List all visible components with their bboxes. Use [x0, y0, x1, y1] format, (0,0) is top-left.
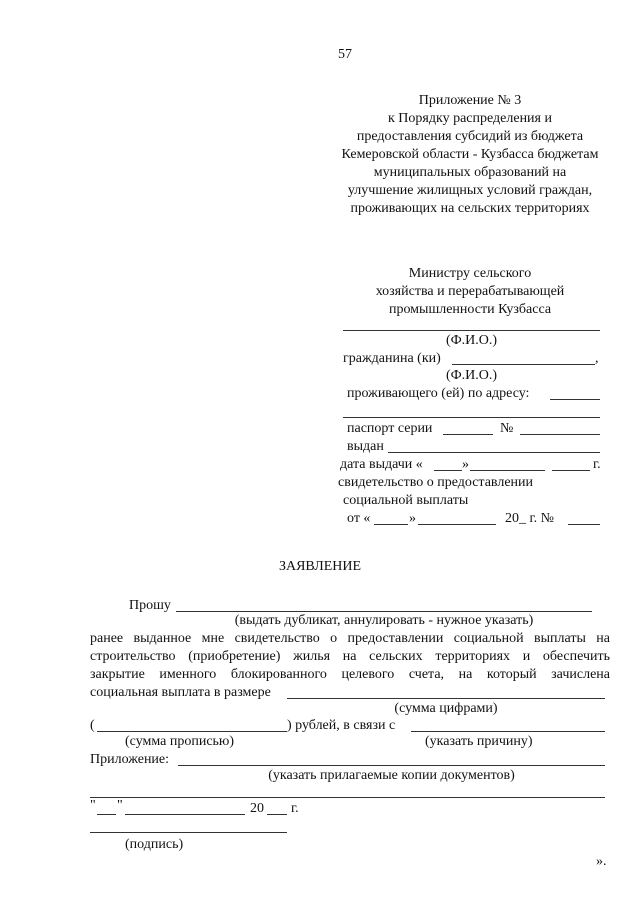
caption-digits: (сумма цифрами) — [394, 701, 498, 716]
open-paren: ( — [90, 718, 95, 733]
passport-no-label: № — [500, 421, 514, 436]
signature-line — [90, 832, 287, 833]
fio-caption-2: (Ф.И.О.) — [445, 368, 498, 383]
attachment-line — [178, 765, 605, 766]
issued-label: выдан — [347, 439, 384, 454]
passport-label: паспорт серии — [347, 421, 433, 436]
address-label: проживающего (ей) по адресу: — [347, 386, 530, 401]
paragraph-line-3: закрытие именного блокированного целевого счета, на который зачислена — [90, 667, 610, 682]
certificate-line-1: свидетельство о предоставлении — [338, 475, 534, 490]
signature-caption: (подпись) — [125, 837, 184, 852]
appendix-line-5: муниципальных образований на — [373, 165, 567, 180]
issue-date-year: г. — [593, 457, 601, 472]
closing-mark: ». — [596, 854, 607, 869]
date-year: 20 — [250, 801, 264, 816]
issue-day-line — [434, 470, 462, 471]
issue-month-line — [470, 470, 545, 471]
date-quote-close: " — [117, 798, 123, 813]
address-line-1 — [550, 399, 600, 400]
date-day-line — [97, 814, 116, 815]
cert-year-label: 20_ г. № — [505, 511, 555, 526]
citizen-comma: , — [595, 351, 599, 366]
rubles-label: ) рублей, в связи с — [287, 718, 396, 733]
appendix-line-2: к Порядку распределения и — [388, 111, 552, 126]
citizen-label: гражданина (ки) — [343, 351, 441, 366]
passport-number-line — [520, 434, 600, 435]
attachment-label: Приложение: — [90, 752, 170, 767]
appendix-line-6: улучшение жилищных условий граждан, — [347, 183, 593, 198]
date-g: г. — [291, 801, 299, 816]
date-quote-open: " — [90, 798, 96, 813]
addressee-line-1: Министру сельского — [408, 266, 532, 281]
document-title: ЗАЯВЛЕНИЕ — [278, 559, 362, 574]
issue-year-line — [552, 470, 590, 471]
cert-number-line — [568, 524, 600, 525]
date-year-line — [267, 814, 287, 815]
passport-series-line — [443, 434, 493, 435]
reason-line — [411, 731, 605, 732]
fio-line-1 — [343, 330, 600, 331]
appendix-line-4: Кемеровской области - Кузбасса бюджетам — [341, 147, 599, 162]
issue-date-mid: » — [462, 457, 469, 472]
cert-from-mid: » — [409, 511, 416, 526]
appendix-line-7: проживающих на сельских территориях — [350, 201, 590, 216]
amount-words-line — [97, 731, 287, 732]
caption-words: (сумма прописью) — [125, 734, 235, 749]
address-line-2 — [343, 417, 600, 418]
cert-from-label: от « — [347, 511, 371, 526]
caption-reason: (указать причину) — [425, 734, 533, 749]
appendix-line-3: предоставления субсидий из бюджета — [356, 129, 584, 144]
amount-label: социальная выплата в размере — [90, 685, 271, 700]
issue-date-label: дата выдачи « — [340, 457, 423, 472]
appendix-line-1: Приложение № 3 — [418, 93, 522, 108]
amount-digits-line — [287, 698, 605, 699]
issued-line — [388, 452, 600, 453]
addressee-line-2: хозяйства и перерабатывающей — [375, 284, 565, 299]
prosu-label: Прошу — [129, 598, 171, 613]
page-number: 57 — [338, 47, 352, 62]
cert-month-line — [418, 524, 496, 525]
certificate-line-2: социальной выплаты — [343, 493, 469, 508]
citizen-line — [452, 364, 595, 365]
caption-docs: (указать прилагаемые копии документов) — [268, 768, 515, 783]
paragraph-line-1: ранее выданное мне свидетельство о предоставлении социальной выплаты на — [90, 631, 610, 646]
paragraph-line-2: строительство (приобретение) жилья на сельских территориях и обеспечить — [90, 649, 610, 664]
addressee-line-3: промышленности Кузбасса — [388, 302, 552, 317]
fio-caption-1: (Ф.И.О.) — [445, 333, 498, 348]
attachment-line-2 — [90, 797, 605, 798]
caption-action: (выдать дубликат, аннулировать - нужное указать) — [234, 613, 534, 628]
cert-day-line — [374, 524, 408, 525]
date-month-line — [125, 814, 245, 815]
